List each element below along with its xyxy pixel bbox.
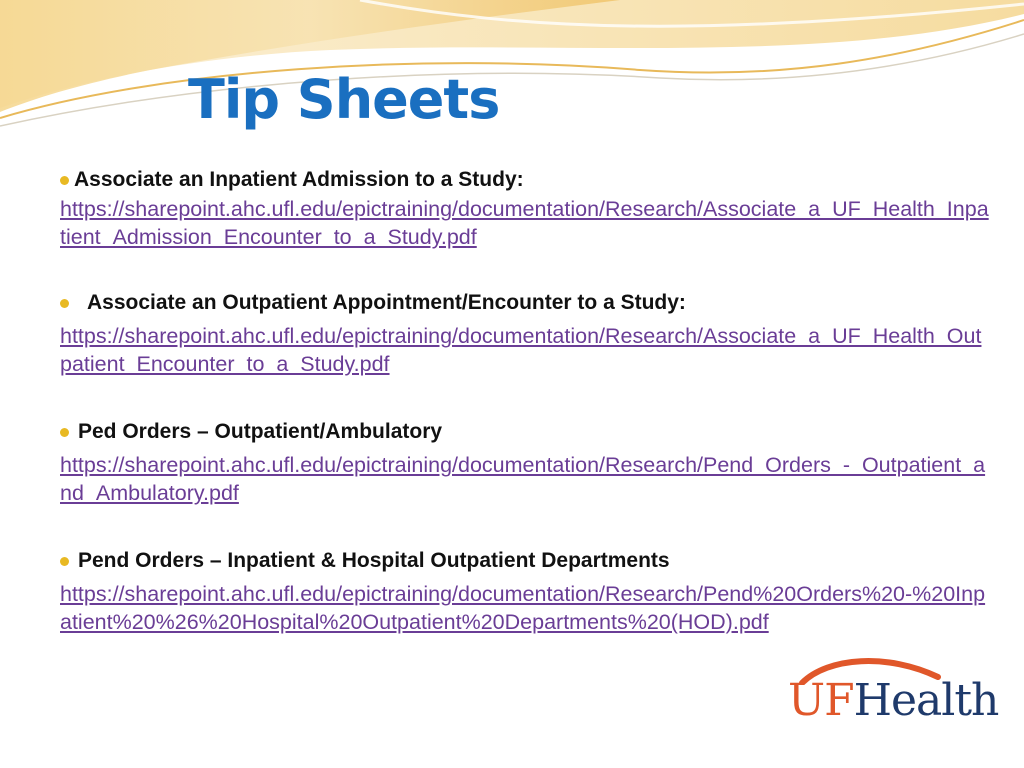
tip-sheet-link[interactable]: https://sharepoint.ahc.ufl.edu/epictraining/documentation/Research/Pend_Orders_-_Outpatient_and_Ambulatory.pdf	[60, 453, 986, 505]
item-heading	[60, 548, 1000, 574]
tip-sheet-link[interactable]: https://sharepoint.ahc.ufl.edu/epictraining/documentation/Research/Associate_a_UF_Health_Outpatient_Encounter_to_a_Study.pdf	[60, 324, 982, 376]
item-heading	[60, 419, 1000, 445]
item-heading-text: Associate an Outpatient Appointment/Encounter to a Study:	[87, 291, 686, 314]
tip-sheet-item	[60, 168, 1000, 251]
tip-sheet-item	[60, 290, 1000, 378]
header-swoosh	[0, 0, 1024, 130]
tip-sheet-link[interactable]: https://sharepoint.ahc.ufl.edu/epictraining/documentation/Research/Pend%20Orders%20-%20Inpatient%20%26%20Hospital%20Outpatient%20Departments%20(HOD).pdf	[60, 582, 986, 634]
item-heading	[60, 168, 1000, 192]
item-heading-text: Ped Orders – Outpatient/Ambulatory	[78, 420, 443, 443]
bullet-icon	[60, 176, 69, 185]
bullet-icon	[60, 299, 69, 308]
bullet-icon	[60, 428, 69, 437]
tip-sheet-item	[60, 419, 1000, 507]
bullet-icon	[60, 557, 69, 566]
uf-health-logo	[788, 655, 998, 725]
tip-sheet-link[interactable]: https://sharepoint.ahc.ufl.edu/epictraining/documentation/Research/Associate_a_UF_Health_Inpatient_Admission_Encounter_to_a_Study.pdf	[60, 197, 989, 249]
tip-sheet-item	[60, 548, 1000, 636]
item-heading-text: Associate an Inpatient Admission to a Study:	[74, 168, 524, 191]
logo-uf-text: UF	[788, 675, 854, 726]
item-heading-text: Pend Orders – Inpatient & Hospital Outpatient Departments	[78, 549, 670, 572]
page-title: Tip Sheets	[188, 68, 500, 131]
logo-health-text: Health	[853, 675, 999, 726]
item-heading	[60, 290, 1000, 316]
